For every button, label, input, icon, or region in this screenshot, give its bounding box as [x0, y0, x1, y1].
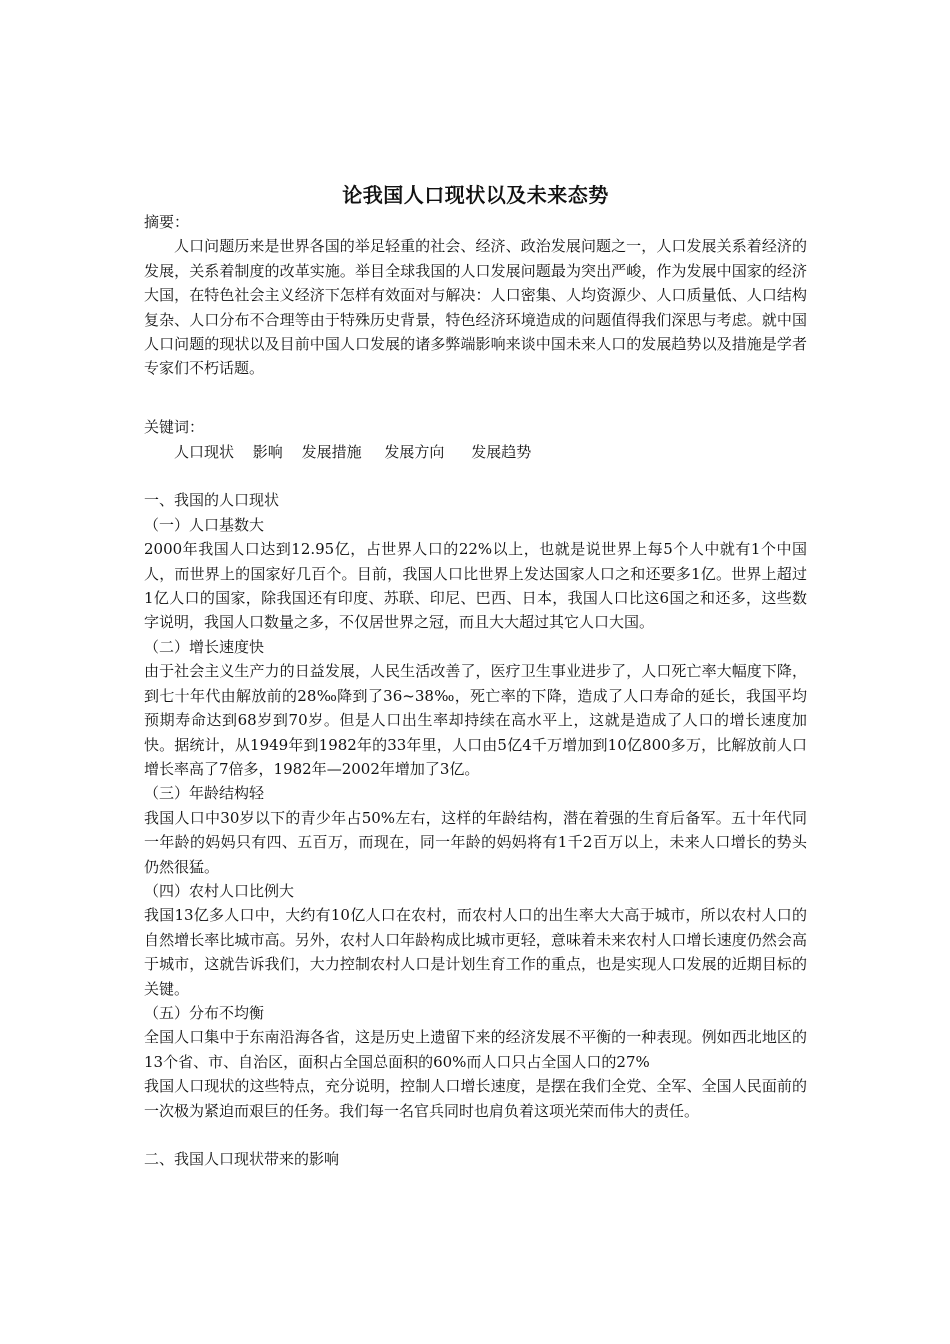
keyword: 发展措施 — [301, 442, 362, 461]
subsection-heading-4: （四）农村人口比例大 — [144, 881, 295, 900]
document-title: 论我国人口现状以及未来态势 — [342, 183, 609, 207]
spacer — [144, 464, 807, 488]
subsection-paragraph-1: 2000年我国人口达到12.95亿，占世界人口的22%以上，也就是说世界上每5个人中就有1个中国人，而世界上的国家好几百个。目前，我国人口比世界上发达国家人口之和还要多1亿。世界上超过1亿人口的国家，除我国还有印度、苏联、印尼、巴西、日本，我国人口比这6国之和还多，这些数字说明，我国人口数量之多，不仅居世界之冠，而且大大超过其它人口大国。 — [144, 540, 807, 632]
subsection-paragraph-3: 我国人口中30岁以下的青少年占50%左右，这样的年龄结构，潜在着强的生育后备军。五十年代同一年龄的妈妈只有四、五百万，而现在，同一年龄的妈妈将有1千2百万以上，未来人口增长的势头仍然很猛。 — [144, 808, 807, 876]
summary-paragraph: 我国人口现状的这些特点，充分说明，控制人口增长速度，是摆在我们全党、全军、全国人民面前的一次极为紧迫而艰巨的任务。我们每一名官兵同时也肩负着这项光荣而伟大的责任。 — [144, 1077, 807, 1120]
keyword: 影响 — [252, 442, 283, 461]
section-heading-2: 二、我国人口现状带来的影响 — [144, 1150, 340, 1169]
subsection-heading-2: （二）增长速度快 — [144, 637, 265, 656]
keyword: 人口现状 — [174, 442, 235, 461]
subsection-paragraph-4: 我国13亿多人口中，大约有10亿人口在农村，而农村人口的出生率大大高于城市，所以农村人口的自然增长率比城市高。另外，农村人口年龄构成比城市更轻，意味着未来农村人口增长速度仍然会高于城市，这就告诉我们，大力控制农村人口是计划生育工作的重点，也是实现人口发展的近期目标的关键。 — [144, 906, 807, 998]
keyword: 发展方向 — [384, 442, 445, 461]
spacer — [144, 405, 807, 415]
document-page — [144, 180, 807, 1172]
section-heading-1: 一、我国的人口现状 — [144, 491, 280, 510]
keywords-label: 关键词： — [144, 418, 205, 437]
subsection-heading-3: （三）年龄结构轻 — [144, 784, 265, 803]
spacer — [144, 1123, 807, 1147]
subsection-paragraph-5: 全国人口集中于东南沿海各省，这是历史上遗留下来的经济发展不平衡的一种表现。例如西北地区的13个省、市、自治区，面积占全国总面积的60%而人口只占全国人口的27% — [144, 1028, 807, 1071]
abstract-label: 摘要： — [144, 213, 190, 231]
subsection-heading-5: （五）分布不均衡 — [144, 1003, 265, 1022]
abstract-paragraph: 人口问题历来是世界各国的举足轻重的社会、经济、政治发展问题之一，人口发展关系着经济的发展，关系着制度的改革实施。举目全球我国的人口发展问题最为突出严峻，作为发展中国家的经济大国，在特色社会主义经济下怎样有效面对与解决：人口密集、人均资源少、人口质量低、人口结构复杂、人口分布不合理等由于特殊历史背景，特色经济环境造成的问题值得我们深思与考虑。就中国人口问题的现状以及目前中国人口发展的诸多弊端影响来谈中国未来人口的发展趋势以及措施是学者专家们不朽话题。 — [144, 237, 807, 378]
spacer — [144, 381, 807, 405]
keyword: 发展趋势 — [471, 442, 532, 461]
subsection-heading-1: （一）人口基数大 — [144, 515, 265, 534]
subsection-paragraph-2: 由于社会主义生产力的日益发展，人民生活改善了，医疗卫生事业进步了，人口死亡率大幅度下降，到七十年代由解放前的28‰降到了36~38‰，死亡率的下降，造成了人口寿命的延长，我国平均预期寿命达到68岁到70岁。但是人口出生率却持续在高水平上，这就是造成了人口的增长速度加快。据统计，从1949年到1982年的33年里，人口由5亿4千万增加到10亿800多万，比解放前人口增长率高了7倍多，1982年—2002年增加了3亿。 — [144, 662, 807, 778]
keywords-list — [144, 440, 807, 464]
